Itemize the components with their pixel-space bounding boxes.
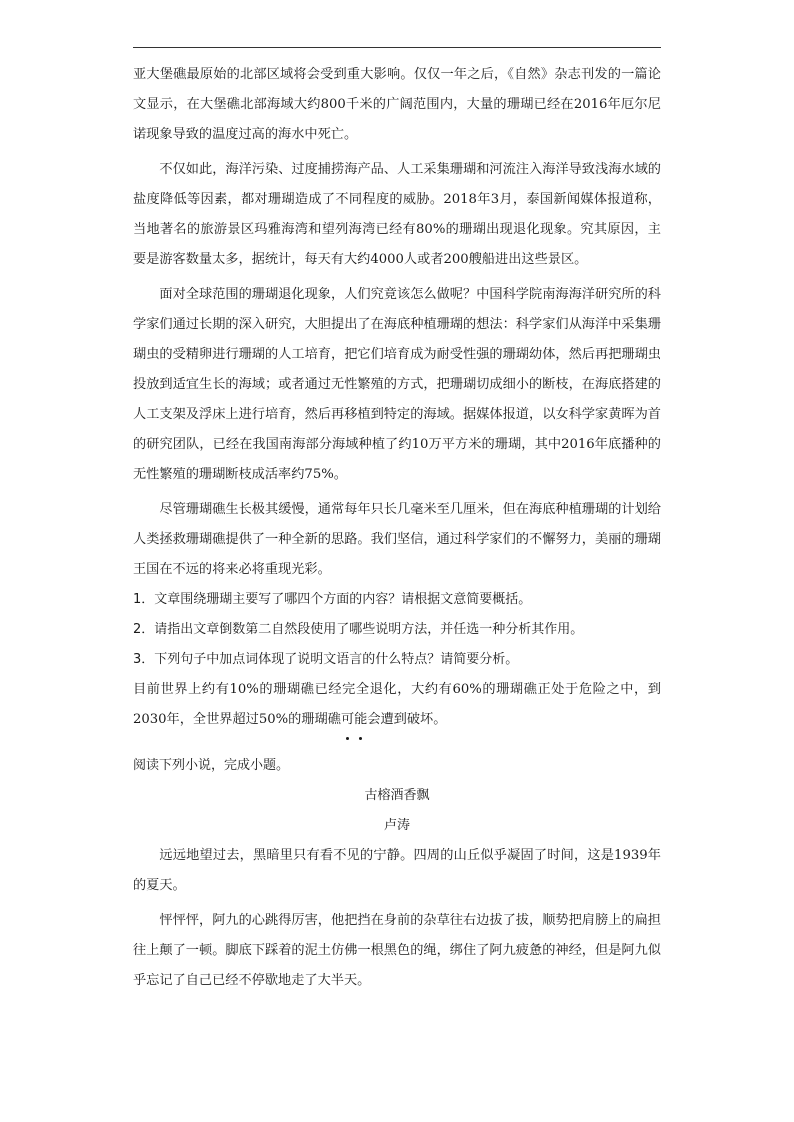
section-spacer (133, 735, 661, 751)
document-page (133, 60, 661, 996)
story-paragraph-2: 怦怦怦，阿九的心跳得厉害，他把挡在身前的杂草往右边拔了拔，顺势把肩膀上的扁担往上颠了一顿。脚底下踩着的泥土仿佛一根黑色的绳，绑住了阿九疲惫的神经，但是阿九似乎忘记了自己已经不停歇地走了大半天。 (133, 913, 661, 988)
reading-prompt: 阅读下列小说，完成小题。 (133, 758, 290, 773)
question-3: 3．下列句子中加点词体现了说明文语言的什么特点？请简要分析。 (133, 652, 519, 667)
story-title: 古榕酒香飘 (364, 788, 430, 803)
story-paragraph-1: 远远地望过去，黑暗里只有看不见的宁静。四周的山丘似乎凝固了时间，这是1939年的夏天。 (133, 848, 661, 893)
passage-paragraph-4: 尽管珊瑚礁生长极其缓慢，通常每年只长几毫米至几厘米，但在海底种植珊瑚的计划给人类拯救珊瑚礁提供了一种全新的思路。我们坚信，通过科学家们的不懈努力，美丽的珊瑚王国在不远的将来必将重现光彩。 (133, 502, 661, 577)
passage-paragraph-2: 不仅如此，海洋污染、过度捕捞海产品、人工采集珊瑚和河流注入海洋导致浅海水域的盐度降低等因素，都对珊瑚造成了不同程度的威胁。2018年3月，泰国新闻媒体报道称，当地著名的旅游景区玛雅海湾和望列海湾已经有80%的珊瑚出现退化现象。究其原因，主要是游客数量太多，据统计，每天有大约4000人或者200艘船进出这些景区。 (133, 162, 661, 267)
quote-before: 目前世界上约有10%的珊瑚礁已经完全退化，大约有60%的珊瑚礁正处于危险之中，到2030年，全世界超过50%的珊瑚礁 (133, 682, 661, 727)
passage-paragraph-3: 面对全球范围的珊瑚退化现象，人们究竟该怎么做呢？中国科学院南海海洋研究所的科学家们通过长期的深入研究，大胆提出了在海底种植珊瑚的想法：科学家们从海洋中采集珊瑚虫的受精卵进行珊瑚的人工培育，把它们培育成为耐受性强的珊瑚幼体，然后再把珊瑚虫投放到适宜生长的海域；或者通过无性繁殖的方式，把珊瑚切成细小的断枝，在海底搭建的人工支架及浮床上进行培育，然后再移植到特定的海域。据媒体报道，以女科学家黄晖为首的研究团队，已经在我国南海部分海域种植了约10万平方米的珊瑚，其中2016年底播种的无性繁殖的珊瑚断枝成活率约75%。 (133, 287, 661, 482)
dotted-word-neng: 能 (354, 705, 367, 735)
dotted-word-ke: 可 (341, 705, 354, 735)
quote-after: 会遭到破坏。 (367, 712, 447, 727)
question-2: 2．请指出文章倒数第二自然段使用了哪些说明方法，并任选一种分析其作用。 (133, 622, 584, 637)
passage-paragraph-1: 亚大堡礁最原始的北部区域将会受到重大影响。仅仅一年之后，《自然》杂志刊发的一篇论文显示，在大堡礁北部海域大约800千米的广阔范围内，大量的珊瑚已经在2016年厄尔尼诺现象导致的温度过高的海水中死亡。 (133, 67, 661, 142)
story-author: 卢涛 (383, 818, 410, 833)
quoted-sentence (133, 675, 661, 735)
question-1: 1．文章围绕珊瑚主要写了哪四个方面的内容？请根据文意简要概括。 (133, 592, 532, 607)
header-rule (133, 47, 661, 48)
